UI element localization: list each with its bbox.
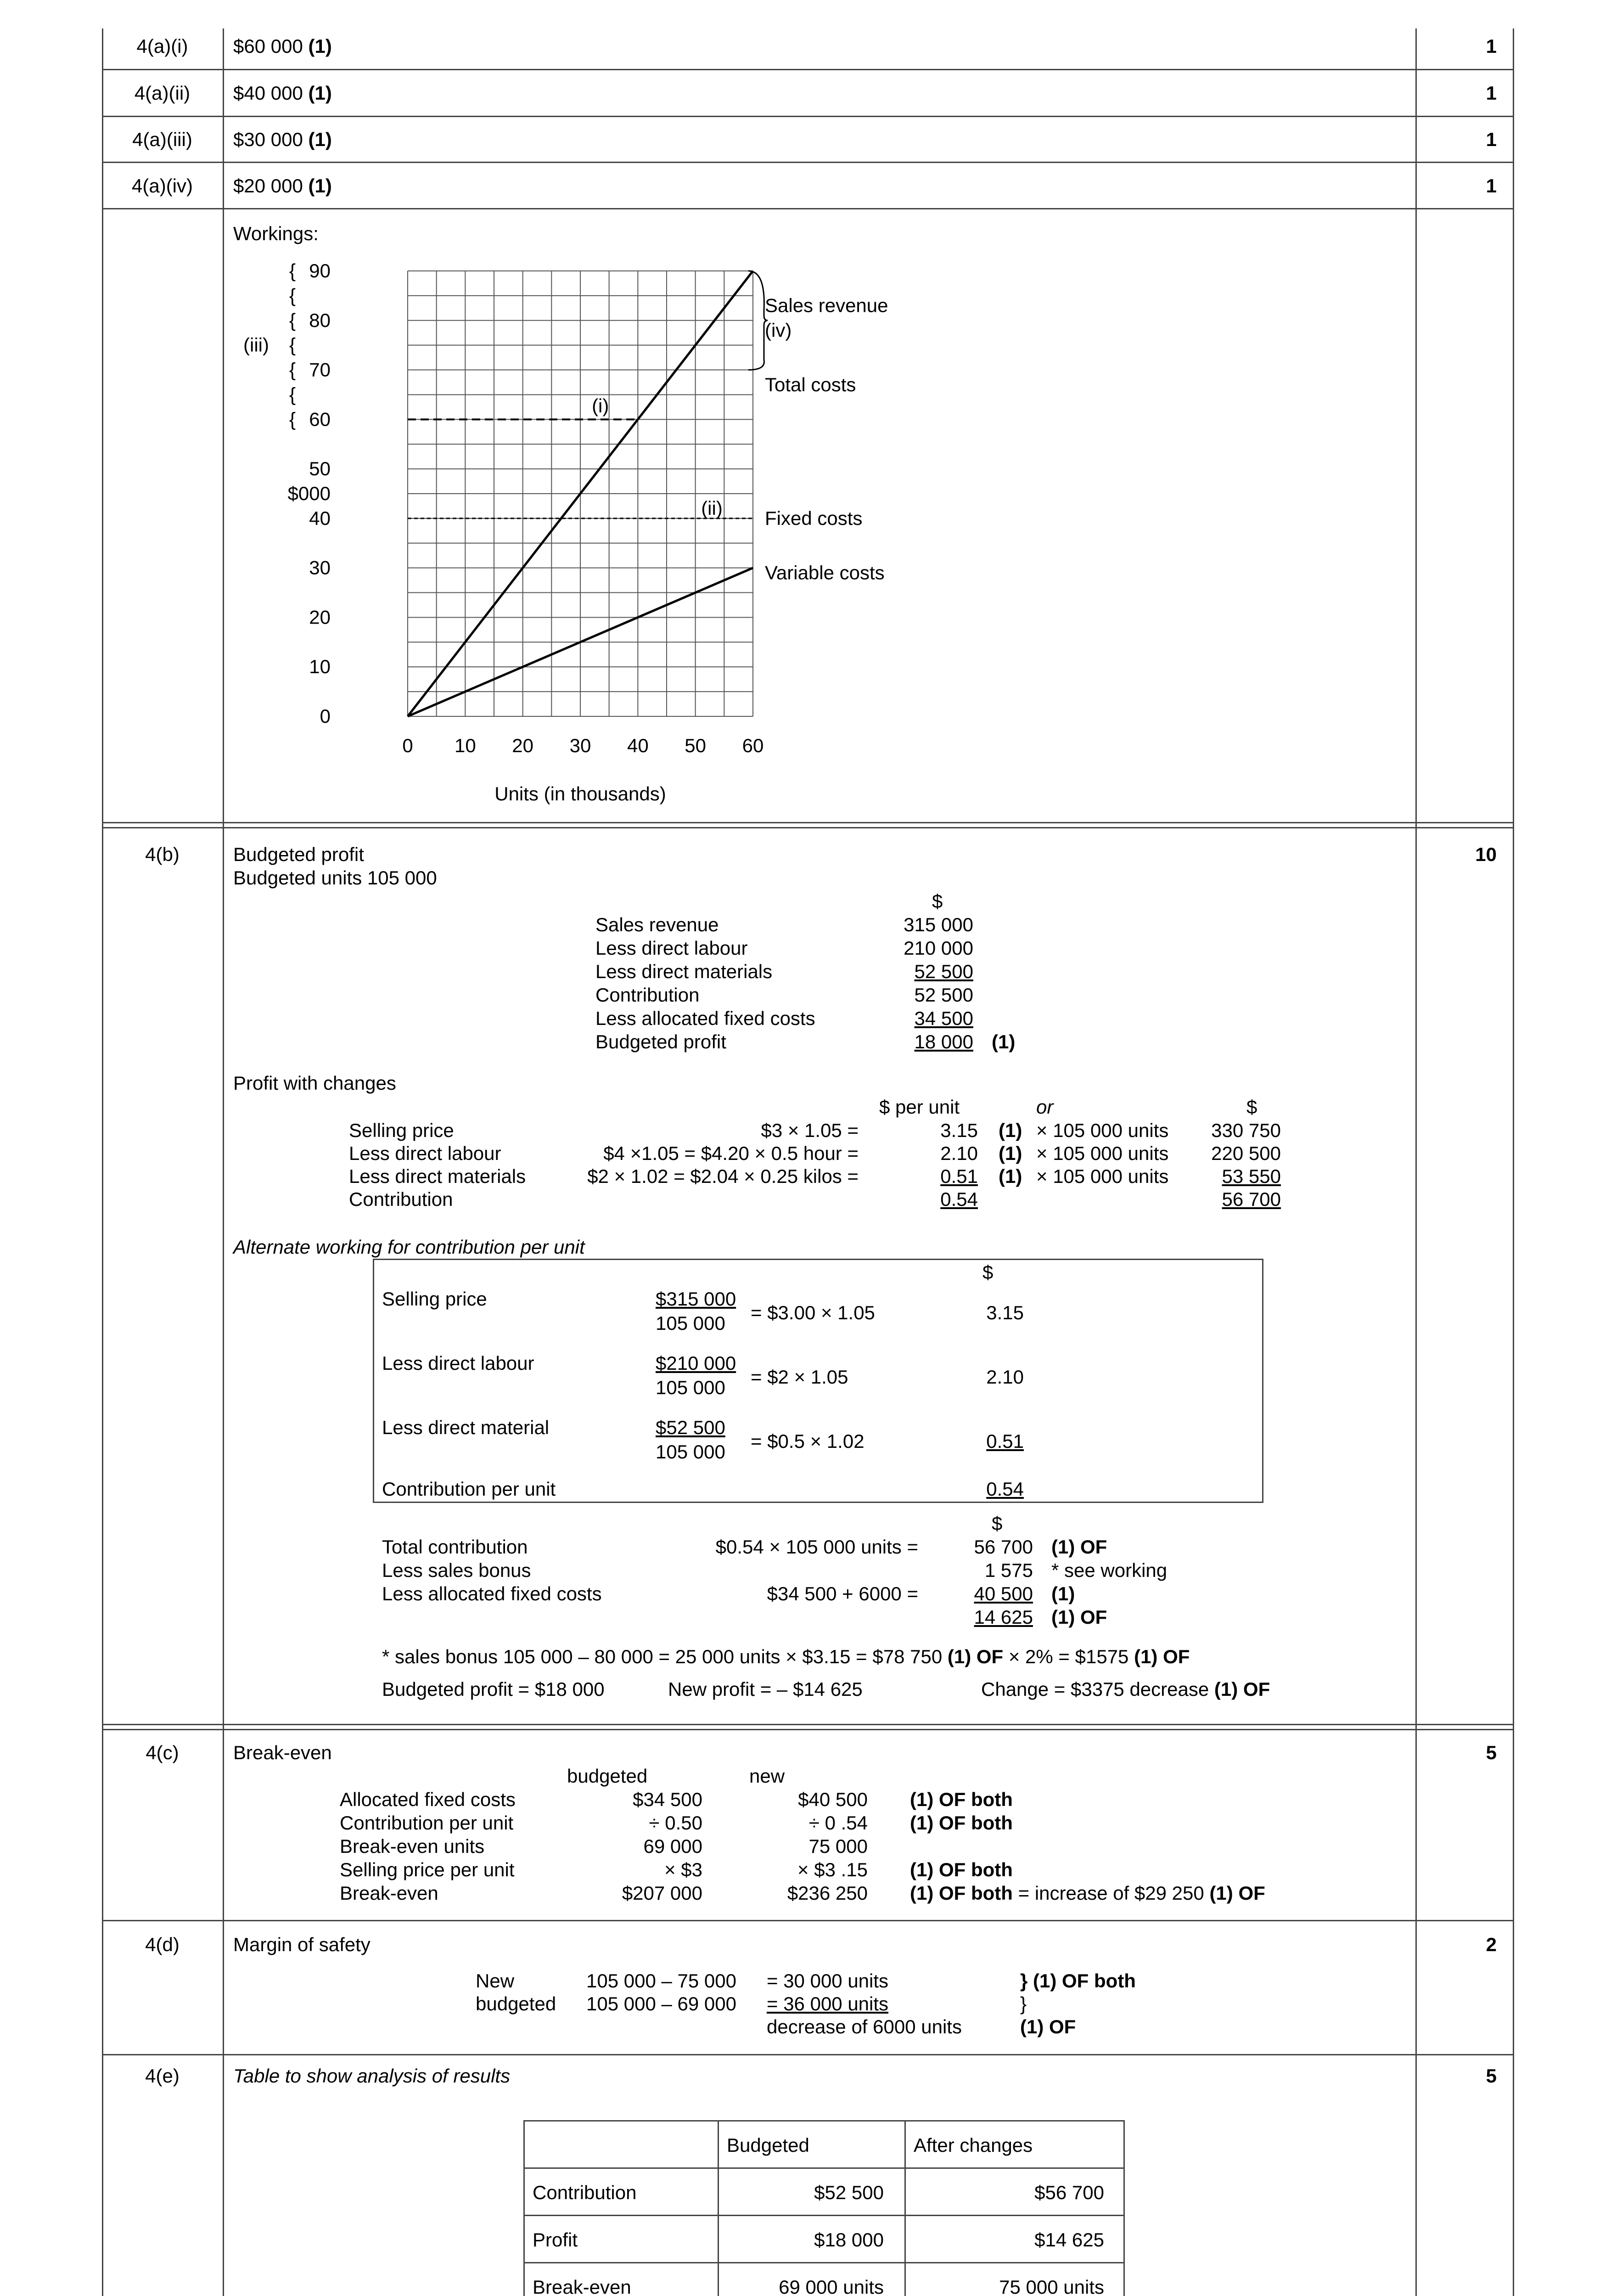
break-even-label: Selling price per unit bbox=[340, 1859, 515, 1880]
annotation-iv: (iv) bbox=[765, 319, 792, 341]
tc-note: (1) OF bbox=[1051, 1536, 1107, 1558]
break-even-label: Break-even units bbox=[340, 1835, 485, 1857]
new-value: = 30 000 units bbox=[767, 1970, 889, 1992]
y-tick-label: 50 bbox=[309, 458, 331, 480]
marks: 1 bbox=[1486, 129, 1497, 150]
table-row-label: Contribution bbox=[533, 2182, 637, 2203]
statement-label: Budgeted profit bbox=[595, 1031, 726, 1052]
table-row-label: Profit bbox=[533, 2229, 578, 2251]
x-tick-label: 30 bbox=[569, 735, 591, 756]
break-even-label: Contribution per unit bbox=[340, 1812, 514, 1834]
budgeted-value: = 36 000 units bbox=[767, 1993, 889, 2015]
row-separator bbox=[102, 1724, 1514, 1730]
tc-value: 56 700 bbox=[974, 1536, 1033, 1558]
statement-value: 34 500 bbox=[914, 1007, 973, 1029]
break-even-title: Break-even bbox=[233, 1742, 332, 1763]
total-heading: $ bbox=[1246, 1096, 1257, 1118]
answer-text: $20 000 (1) bbox=[233, 175, 332, 197]
change-summary: Change = $3375 decrease (1) OF bbox=[981, 1678, 1270, 1700]
new-profit-summary: New profit = – $14 625 bbox=[668, 1678, 863, 1700]
budgeted-units: Budgeted units 105 000 bbox=[233, 867, 437, 889]
change-calc: $3 × 1.05 = bbox=[761, 1120, 859, 1141]
alt-numerator: $210 000 bbox=[656, 1352, 736, 1374]
y-tick-label: 0 bbox=[320, 705, 331, 727]
profit-with-changes-title: Profit with changes bbox=[233, 1072, 396, 1094]
tc-note: * see working bbox=[1051, 1559, 1168, 1581]
budgeted-mark: } bbox=[1020, 1993, 1027, 2015]
table-cell: $18 000 bbox=[814, 2229, 884, 2251]
y-tick-label: 10 bbox=[309, 656, 331, 678]
sales-bonus-working: * sales bonus 105 000 – 80 000 = 25 000 units × $3.15 = $78 750 (1) OF × 2% = $1575 (1) OF bbox=[382, 1646, 1190, 1667]
change-calc: $2 × 1.02 = $2.04 × 0.25 kilos = bbox=[587, 1165, 859, 1187]
row-line bbox=[102, 1920, 1514, 1921]
table-cell: 75 000 units bbox=[999, 2276, 1104, 2296]
alt-currency-heading: $ bbox=[982, 1261, 994, 1283]
alt-label: Selling price bbox=[382, 1288, 487, 1310]
break-even-budgeted: $34 500 bbox=[633, 1789, 702, 1810]
alt-value: 0.51 bbox=[986, 1430, 1024, 1452]
budgeted-calc: 105 000 – 69 000 bbox=[586, 1993, 736, 2015]
break-even-label: Allocated fixed costs bbox=[340, 1789, 516, 1810]
statement-label: Less direct materials bbox=[595, 961, 773, 982]
statement-value: 210 000 bbox=[904, 937, 973, 959]
change-multiplier: × 105 000 units bbox=[1036, 1120, 1169, 1141]
change-label: Less direct labour bbox=[349, 1142, 501, 1164]
alt-result: = $0.5 × 1.02 bbox=[751, 1430, 864, 1452]
y-tick-label: 20 bbox=[309, 606, 331, 628]
change-multiplier: × 105 000 units bbox=[1036, 1165, 1169, 1187]
tc-note: (1) bbox=[1051, 1583, 1075, 1604]
budgeted-label: budgeted bbox=[476, 1993, 556, 2015]
alt-value: 2.10 bbox=[986, 1366, 1024, 1388]
statement-label: Less direct labour bbox=[595, 937, 748, 959]
statement-label: Less allocated fixed costs bbox=[595, 1007, 815, 1029]
tc-label: Less allocated fixed costs bbox=[382, 1583, 602, 1604]
change-label: Contribution bbox=[349, 1188, 453, 1210]
fixed-costs-label: Fixed costs bbox=[765, 507, 863, 529]
decrease-text: decrease of 6000 units bbox=[767, 2016, 962, 2037]
decrease-mark: (1) OF bbox=[1020, 2016, 1076, 2037]
budgeted-profit-title: Budgeted profit bbox=[233, 844, 364, 865]
alt-numerator: $315 000 bbox=[656, 1288, 736, 1310]
table-cell: $56 700 bbox=[1034, 2182, 1104, 2203]
question-number: 4(e) bbox=[145, 2065, 180, 2087]
statement-mark: (1) bbox=[992, 1031, 1016, 1052]
alt-denominator: 105 000 bbox=[656, 1377, 725, 1398]
tc-value: 14 625 bbox=[974, 1606, 1033, 1628]
change-label: Selling price bbox=[349, 1120, 454, 1141]
statement-label: Contribution bbox=[595, 984, 700, 1006]
annotation-i: (i) bbox=[592, 394, 609, 416]
analysis-table-title: Table to show analysis of results bbox=[233, 2065, 511, 2087]
variable-costs-label: Variable costs bbox=[765, 562, 885, 584]
change-total: 53 550 bbox=[1222, 1165, 1281, 1187]
marks: 5 bbox=[1486, 2065, 1497, 2087]
break-even-mark: (1) OF both bbox=[910, 1789, 1013, 1810]
brace-mark: { bbox=[289, 284, 296, 306]
brace-mark: { bbox=[289, 408, 296, 430]
break-even-mark: (1) OF both = increase of $29 250 (1) OF bbox=[910, 1882, 1265, 1904]
table-header-cell: After changes bbox=[914, 2134, 1033, 2156]
break-even-budgeted: $207 000 bbox=[622, 1882, 702, 1904]
break-even-label: Break-even bbox=[340, 1882, 438, 1904]
marks: 1 bbox=[1486, 82, 1497, 104]
new-calc: 105 000 – 75 000 bbox=[586, 1970, 736, 1992]
statement-value: 18 000 bbox=[914, 1031, 973, 1052]
table-row-line bbox=[523, 2215, 1125, 2216]
y-tick-label: 40 bbox=[309, 507, 331, 529]
currency-heading: $ bbox=[932, 890, 943, 912]
statement-value: 52 500 bbox=[914, 984, 973, 1006]
tc-label: Less sales bonus bbox=[382, 1559, 531, 1581]
break-even-budgeted: 69 000 bbox=[643, 1835, 702, 1857]
alt-numerator: $52 500 bbox=[656, 1417, 725, 1438]
alt-contribution-label: Contribution per unit bbox=[382, 1478, 556, 1500]
alt-result: = $2 × 1.05 bbox=[751, 1366, 848, 1388]
tc-calc: $34 500 + 6000 = bbox=[767, 1583, 918, 1604]
brace-mark: { bbox=[289, 359, 296, 381]
table-row-line bbox=[523, 2167, 1125, 2169]
y-tick-label: 60 bbox=[309, 408, 331, 430]
marks: 5 bbox=[1486, 1742, 1497, 1763]
tc-value: 1 575 bbox=[984, 1559, 1033, 1581]
change-calc: $4 ×1.05 = $4.20 × 0.5 hour = bbox=[603, 1142, 859, 1164]
x-axis-label: Units (in thousands) bbox=[494, 783, 666, 805]
change-mark: (1) bbox=[999, 1120, 1022, 1141]
answer-text: $40 000 (1) bbox=[233, 82, 332, 104]
annotation-ii: (ii) bbox=[701, 497, 723, 519]
x-tick-label: 50 bbox=[685, 735, 707, 756]
question-number: 4(a)(i) bbox=[136, 35, 188, 57]
statement-value: 315 000 bbox=[904, 914, 973, 935]
tc-label: Total contribution bbox=[382, 1536, 528, 1558]
break-even-chart bbox=[0, 0, 1611, 827]
alt-denominator: 105 000 bbox=[656, 1312, 725, 1334]
alt-contribution-value: 0.54 bbox=[986, 1478, 1024, 1500]
row-line bbox=[102, 2054, 1514, 2055]
x-tick-label: 40 bbox=[627, 735, 649, 756]
total-costs-label: Total costs bbox=[765, 373, 856, 395]
alternate-working-title: Alternate working for contribution per unit bbox=[233, 1236, 585, 1258]
y-tick-label: 70 bbox=[309, 359, 331, 381]
table-cell: $52 500 bbox=[814, 2182, 884, 2203]
y-tick-label: 80 bbox=[309, 309, 331, 331]
change-total: 56 700 bbox=[1222, 1188, 1281, 1210]
break-even-mark: (1) OF both bbox=[910, 1859, 1013, 1880]
analysis-table-frame bbox=[523, 2120, 1125, 2296]
or-heading: or bbox=[1036, 1096, 1054, 1118]
answer-text: $60 000 (1) bbox=[233, 35, 332, 57]
x-tick-label: 60 bbox=[742, 735, 764, 756]
statement-value: 52 500 bbox=[914, 961, 973, 982]
change-total: 220 500 bbox=[1211, 1142, 1281, 1164]
table-cell: 69 000 units bbox=[779, 2276, 884, 2296]
alt-label: Less direct labour bbox=[382, 1352, 534, 1374]
y-tick-label: 30 bbox=[309, 557, 331, 579]
alt-label: Less direct material bbox=[382, 1417, 550, 1438]
table-cell: $14 625 bbox=[1034, 2229, 1104, 2251]
break-even-new: ÷ 0 .54 bbox=[808, 1812, 868, 1834]
answer-text: $30 000 (1) bbox=[233, 129, 332, 150]
new-label: New bbox=[476, 1970, 515, 1992]
x-tick-label: 20 bbox=[512, 735, 534, 756]
budgeted-heading: budgeted bbox=[567, 1765, 648, 1787]
budgeted-profit-summary: Budgeted profit = $18 000 bbox=[382, 1678, 605, 1700]
table-col-line bbox=[718, 2120, 719, 2296]
change-label: Less direct materials bbox=[349, 1165, 526, 1187]
question-number: 4(a)(iii) bbox=[132, 129, 192, 150]
break-even-budgeted: × $3 bbox=[664, 1859, 702, 1880]
break-even-new: × $3 .15 bbox=[797, 1859, 868, 1880]
tc-calc: $0.54 × 105 000 units = bbox=[715, 1536, 918, 1558]
x-tick-label: 10 bbox=[454, 735, 476, 756]
total-contribution-currency: $ bbox=[992, 1513, 1003, 1534]
break-even-budgeted: ÷ 0.50 bbox=[649, 1812, 702, 1834]
break-even-new: $236 250 bbox=[787, 1882, 868, 1904]
change-per-unit: 0.51 bbox=[940, 1165, 978, 1187]
x-tick-label: 0 bbox=[402, 735, 413, 756]
break-even-new: $40 500 bbox=[798, 1789, 868, 1810]
question-number: 4(b) bbox=[145, 844, 180, 865]
change-per-unit: 3.15 bbox=[940, 1120, 978, 1141]
table-col-line bbox=[904, 2120, 906, 2296]
break-even-mark: (1) OF both bbox=[910, 1812, 1013, 1834]
question-number: 4(c) bbox=[146, 1742, 179, 1763]
y-tick-label: 90 bbox=[309, 260, 331, 281]
brace-mark: { bbox=[289, 383, 296, 405]
statement-label: Sales revenue bbox=[595, 914, 719, 935]
question-number: 4(a)(ii) bbox=[134, 82, 191, 104]
table-row-line bbox=[523, 2262, 1125, 2263]
tc-note: (1) OF bbox=[1051, 1606, 1107, 1628]
change-mark: (1) bbox=[999, 1165, 1022, 1187]
y-axis-label: $000 bbox=[287, 483, 331, 504]
alt-result: = $3.00 × 1.05 bbox=[751, 1302, 875, 1323]
alt-denominator: 105 000 bbox=[656, 1441, 725, 1463]
workings-label: Workings: bbox=[233, 223, 319, 244]
brace-mark: { bbox=[289, 334, 296, 356]
brace-mark: { bbox=[289, 260, 296, 281]
question-number: 4(d) bbox=[145, 1934, 180, 1955]
per-unit-heading: $ per unit bbox=[879, 1096, 960, 1118]
table-header-cell: Budgeted bbox=[727, 2134, 809, 2156]
brace-mark: { bbox=[289, 309, 296, 331]
marks: 2 bbox=[1486, 1934, 1497, 1955]
change-total: 330 750 bbox=[1211, 1120, 1281, 1141]
table-row-label: Break-even bbox=[533, 2276, 631, 2296]
new-mark: } (1) OF both bbox=[1020, 1970, 1136, 1992]
sales-revenue-label: Sales revenue bbox=[765, 294, 888, 316]
annotation-iii: (iii) bbox=[243, 334, 269, 356]
marks: 1 bbox=[1486, 175, 1497, 197]
question-number: 4(a)(iv) bbox=[132, 175, 193, 197]
alt-value: 3.15 bbox=[986, 1302, 1024, 1323]
margin-of-safety-title: Margin of safety bbox=[233, 1934, 370, 1955]
change-mark: (1) bbox=[999, 1142, 1022, 1164]
tc-value: 40 500 bbox=[974, 1583, 1033, 1604]
marks: 1 bbox=[1486, 35, 1497, 57]
marks: 10 bbox=[1475, 844, 1497, 865]
change-per-unit: 2.10 bbox=[940, 1142, 978, 1164]
change-per-unit: 0.54 bbox=[940, 1188, 978, 1210]
change-multiplier: × 105 000 units bbox=[1036, 1142, 1169, 1164]
new-heading: new bbox=[749, 1765, 785, 1787]
break-even-new: 75 000 bbox=[808, 1835, 868, 1857]
